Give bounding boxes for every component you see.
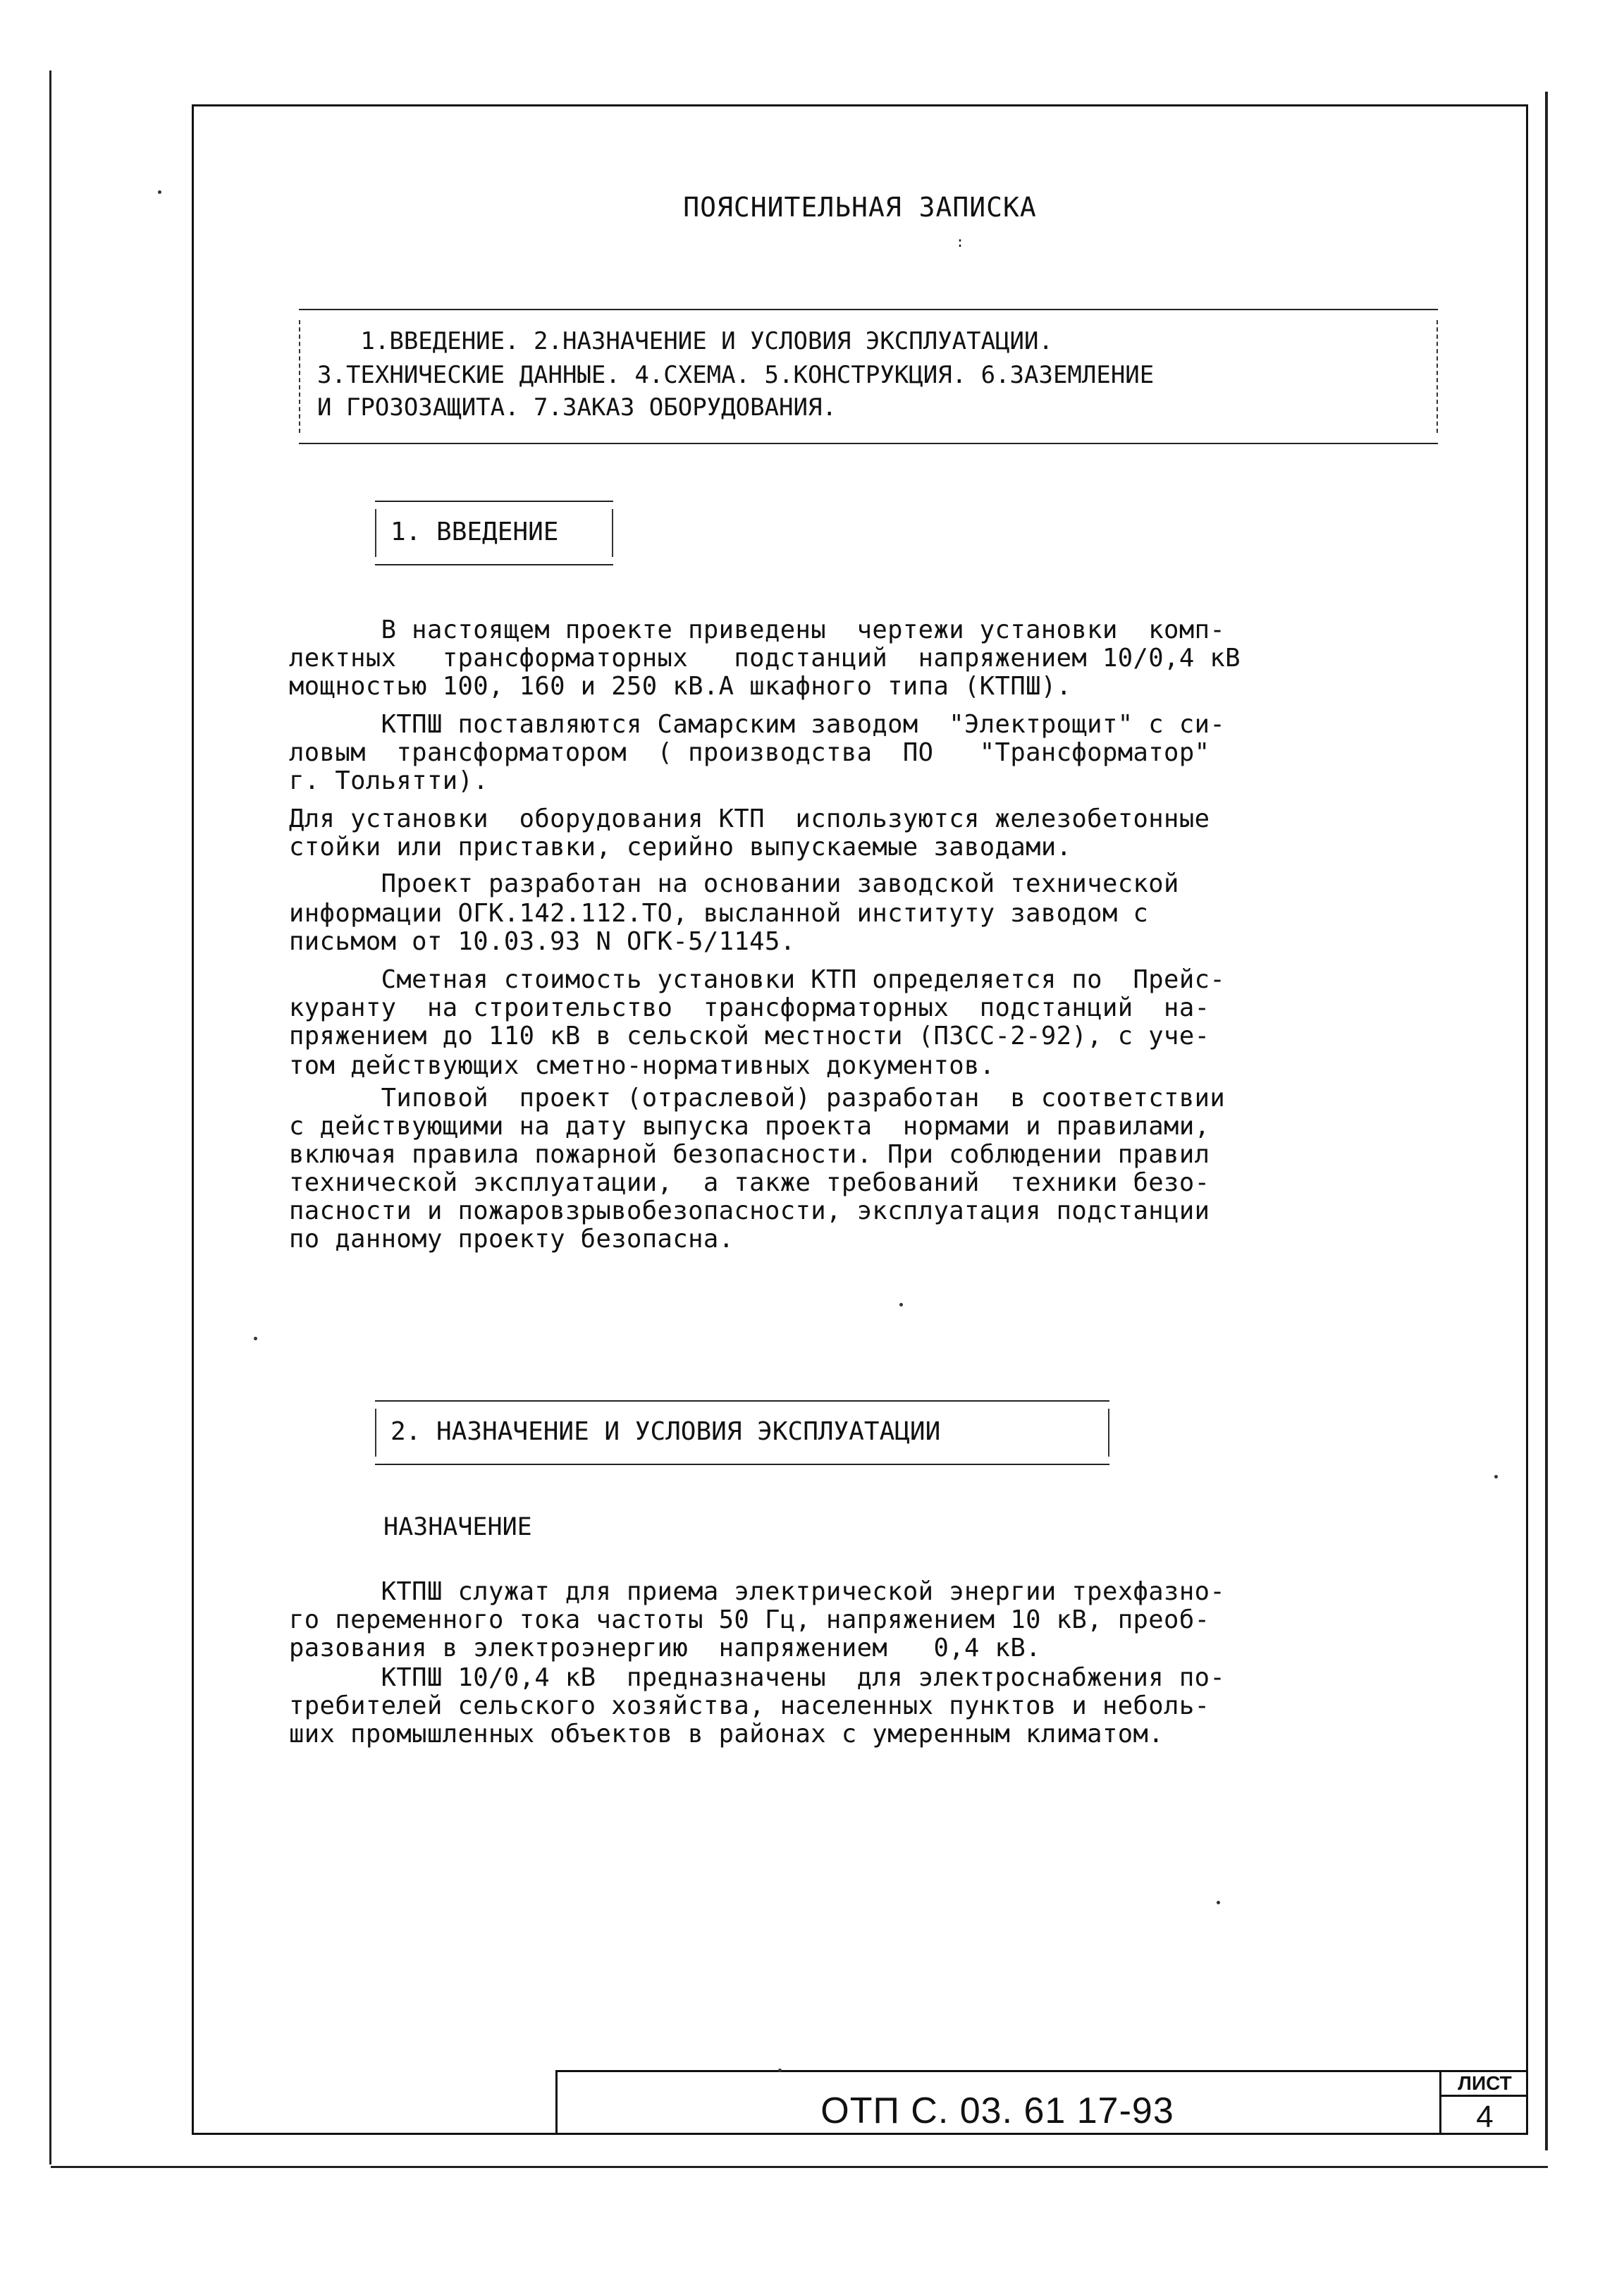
- sheet-number: 4: [1476, 2100, 1494, 2134]
- body-line: мощностью 100, 160 и 250 кВ.А шкафного типа (КТПШ).: [289, 672, 1072, 701]
- body-line: пасности и пожаровзрывобезопасности, эксплуатация подстанции: [289, 1196, 1210, 1225]
- body-line: КТПШ 10/0,4 кВ предназначены для электроснабжения по-: [289, 1663, 1226, 1692]
- outer-frame-left: [49, 71, 51, 2165]
- body-line: Сметная стоимость установки КТП определяется по Прейс-: [289, 965, 1226, 994]
- body-line: Для установки оборудования КТП используются железобетонные: [289, 804, 1210, 833]
- body-line: КТПШ поставляются Самарским заводом "Электрощит" с си-: [289, 710, 1226, 739]
- body-line: КТПШ служат для приема электрической энергии трехфазно-: [289, 1577, 1226, 1606]
- scan-speck: [778, 2069, 782, 2072]
- section-1-heading: 1. ВВЕДЕНИЕ: [390, 518, 559, 546]
- outer-frame-right: [1545, 92, 1548, 2150]
- title-underline-mark: :: [956, 233, 965, 250]
- body-line: стойки или приставки, серийно выпускаемые заводами.: [289, 833, 1072, 862]
- scan-speck: [899, 1303, 903, 1306]
- body-line: технической эксплуатации, а также требований техники безо-: [289, 1168, 1210, 1197]
- body-line: с действующими на дату выпуска проекта нормами и правилами,: [289, 1112, 1210, 1141]
- contents-line-3: И ГРОЗОЗАЩИТА. 7.ЗАКАЗ ОБОРУДОВАНИЯ.: [317, 393, 837, 422]
- page-title: ПОЯСНИТЕЛЬНАЯ ЗАПИСКА: [683, 192, 1037, 223]
- body-line: В настоящем проекте приведены чертежи установки комп-: [289, 616, 1226, 644]
- body-line: разования в электроэнергию напряжением 0,4 кВ.: [289, 1634, 1041, 1663]
- body-line: пряжением до 110 кВ в сельской местности (ПЗСС-2-92), с уче-: [289, 1022, 1210, 1051]
- body-line: г. Тольятти).: [289, 766, 489, 795]
- body-line: включая правила пожарной безопасности. При соблюдении правил: [289, 1140, 1210, 1169]
- scan-speck: [158, 190, 161, 194]
- body-line: ловым трансформатором ( производства ПО "Трансформатор": [289, 738, 1210, 767]
- body-line: информации ОГК.142.112.ТО, высланной институту заводом с: [289, 899, 1149, 928]
- body-line: го переменного тока частоты 50 Гц, напряжением 10 кВ, преоб-: [289, 1605, 1210, 1634]
- sheet-label: ЛИСТ: [1441, 2071, 1528, 2097]
- body-line: письмом от 10.03.93 N ОГК-5/1145.: [289, 927, 796, 956]
- body-line: том действующих сметно-нормативных документов.: [289, 1051, 995, 1080]
- scan-speck: [254, 1337, 257, 1340]
- document-code: ОТП С. 03. 61 17-93: [820, 2090, 1174, 2131]
- scan-speck: [1217, 1901, 1220, 1904]
- body-line: Проект разработан на основании заводской технической: [289, 869, 1179, 898]
- outer-frame-bottom: [51, 2166, 1548, 2168]
- contents-line-2: 3.ТЕХНИЧЕСКИЕ ДАННЫЕ. 4.СХЕМА. 5.КОНСТРУКЦИЯ. 6.ЗАЗЕМЛЕНИЕ: [317, 361, 1155, 389]
- section-2-heading-box: [375, 1400, 1109, 1465]
- section-1-heading-box: [375, 501, 613, 565]
- body-line: требителей сельского хозяйства, населенных пунктов и неболь-: [289, 1691, 1210, 1720]
- body-line: ших промышленных объектов в районах с умеренным климатом.: [289, 1720, 1164, 1749]
- body-line: лектных трансформаторных подстанций напряжением 10/0,4 кВ: [289, 644, 1241, 673]
- section-2-subheading: НАЗНАЧЕНИЕ: [383, 1513, 532, 1541]
- scan-speck: [1494, 1475, 1498, 1478]
- body-line: по данному проекту безопасна.: [289, 1225, 734, 1254]
- body-line: Типовой проект (отраслевой) разработан в соответствии: [289, 1084, 1226, 1113]
- contents-line-1: 1.ВВЕДЕНИЕ. 2.НАЗНАЧЕНИЕ И УСЛОВИЯ ЭКСПЛУАТАЦИИ.: [317, 327, 1053, 355]
- section-2-heading: 2. НАЗНАЧЕНИЕ И УСЛОВИЯ ЭКСПЛУАТАЦИИ: [390, 1417, 941, 1446]
- body-line: куранту на строительство трансформаторных подстанций на-: [289, 993, 1210, 1022]
